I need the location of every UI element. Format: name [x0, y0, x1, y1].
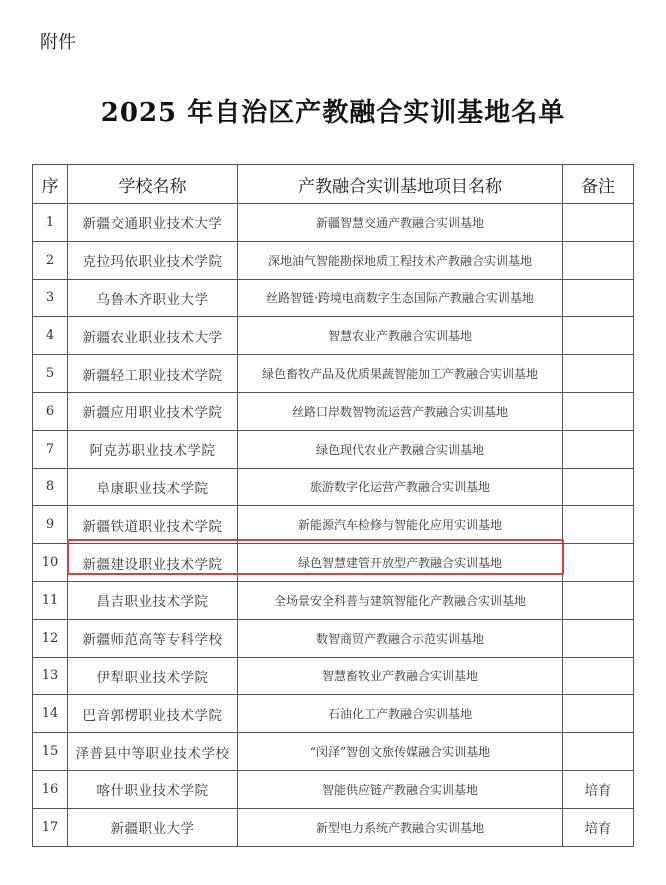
table-row — [33, 506, 634, 544]
header-school: 学校名称 — [68, 165, 238, 204]
school-name: 新疆职业大学 — [68, 808, 238, 846]
school-name: 泽普县中等职业技术学校 — [68, 733, 238, 771]
remark — [563, 430, 634, 468]
school-name: 阿克苏职业技术学院 — [68, 430, 238, 468]
remark — [563, 392, 634, 430]
row-number: 11 — [33, 581, 68, 619]
school-name: 新疆交通职业技术大学 — [68, 204, 238, 242]
remark — [563, 619, 634, 657]
table-row — [33, 695, 634, 733]
table-row — [33, 241, 634, 279]
remark — [563, 506, 634, 544]
school-name: 昌吉职业技术学院 — [68, 581, 238, 619]
project-name: 新型电力系统产教融合实训基地 — [238, 808, 563, 846]
school-name: 克拉玛依职业技术学院 — [68, 241, 238, 279]
project-name: 旅游数字化运营产教融合实训基地 — [238, 468, 563, 506]
table-row — [33, 544, 634, 582]
project-name: 深地油气智能勘探地质工程技术产教融合实训基地 — [238, 241, 563, 279]
project-name: 数智商贸产教融合示范实训基地 — [238, 619, 563, 657]
row-number: 15 — [33, 733, 68, 771]
table-row — [33, 657, 634, 695]
project-name: 绿色现代农业产教融合实训基地 — [238, 430, 563, 468]
table-row — [33, 468, 634, 506]
table-row — [33, 770, 634, 808]
project-name: 全场景安全科普与建筑智能化产教融合实训基地 — [238, 581, 563, 619]
project-name: 石油化工产教融合实训基地 — [238, 695, 563, 733]
remark — [563, 581, 634, 619]
school-name: 新疆建设职业技术学院 — [68, 544, 238, 582]
project-name: 智能供应链产教融合实训基地 — [238, 770, 563, 808]
table-row — [33, 355, 634, 393]
project-name: 智慧畜牧业产教融合实训基地 — [238, 657, 563, 695]
school-name: 新疆应用职业技术学院 — [68, 392, 238, 430]
table-row — [33, 279, 634, 317]
remark — [563, 317, 634, 355]
row-number: 10 — [33, 544, 68, 582]
row-number: 3 — [33, 279, 68, 317]
row-number: 4 — [33, 317, 68, 355]
project-name: 绿色智慧建管开放型产教融合实训基地 — [238, 544, 563, 582]
school-name: 新疆铁道职业技术学院 — [68, 506, 238, 544]
row-number: 6 — [33, 392, 68, 430]
table-row — [33, 808, 634, 846]
row-number: 16 — [33, 770, 68, 808]
row-number: 5 — [33, 355, 68, 393]
school-name: 阜康职业技术学院 — [68, 468, 238, 506]
header-no: 序 — [33, 165, 68, 204]
remark — [563, 468, 634, 506]
row-number: 17 — [33, 808, 68, 846]
table-row — [33, 619, 634, 657]
remark: 培育 — [563, 770, 634, 808]
remark — [563, 241, 634, 279]
attachment-label: 附件 — [40, 32, 76, 53]
school-name: 新疆农业职业技术大学 — [68, 317, 238, 355]
row-number: 2 — [33, 241, 68, 279]
remark — [563, 279, 634, 317]
school-name: 伊犁职业技术学院 — [68, 657, 238, 695]
row-number: 13 — [33, 657, 68, 695]
project-name: 丝路口岸数智物流运营产教融合实训基地 — [238, 392, 563, 430]
project-name: 智慧农业产教融合实训基地 — [238, 317, 563, 355]
school-name: 新疆师范高等专科学校 — [68, 619, 238, 657]
school-name: 新疆轻工职业技术学院 — [68, 355, 238, 393]
table-header-row — [33, 165, 634, 204]
document-title: 2025 年自治区产教融合实训基地名单 — [100, 98, 566, 128]
table-row — [33, 317, 634, 355]
remark — [563, 695, 634, 733]
row-number: 8 — [33, 468, 68, 506]
table-row — [33, 430, 634, 468]
row-number: 7 — [33, 430, 68, 468]
row-number: 1 — [33, 204, 68, 242]
header-remark: 备注 — [563, 165, 634, 204]
table-body — [33, 204, 634, 847]
project-name: 新疆智慧交通产教融合实训基地 — [238, 204, 563, 242]
school-name: 巴音郭楞职业技术学院 — [68, 695, 238, 733]
table-row — [33, 392, 634, 430]
project-name: 新能源汽车检修与智能化应用实训基地 — [238, 506, 563, 544]
project-name: “闵泽”智创文旅传媒融合实训基地 — [238, 733, 563, 771]
row-number: 12 — [33, 619, 68, 657]
table-row — [33, 733, 634, 771]
remark — [563, 355, 634, 393]
header-project: 产教融合实训基地项目名称 — [238, 165, 563, 204]
remark — [563, 204, 634, 242]
remark: 培育 — [563, 808, 634, 846]
row-number: 9 — [33, 506, 68, 544]
table-row — [33, 581, 634, 619]
row-number: 14 — [33, 695, 68, 733]
school-name: 乌鲁木齐职业大学 — [68, 279, 238, 317]
school-name: 喀什职业技术学院 — [68, 770, 238, 808]
project-name: 绿色畜牧产品及优质果蔬智能加工产教融合实训基地 — [238, 355, 563, 393]
table-row — [33, 204, 634, 242]
remark — [563, 657, 634, 695]
project-name: 丝路智链·跨境电商数字生态国际产教融合实训基地 — [238, 279, 563, 317]
remark — [563, 733, 634, 771]
remark — [563, 544, 634, 582]
training-base-table — [32, 164, 634, 847]
